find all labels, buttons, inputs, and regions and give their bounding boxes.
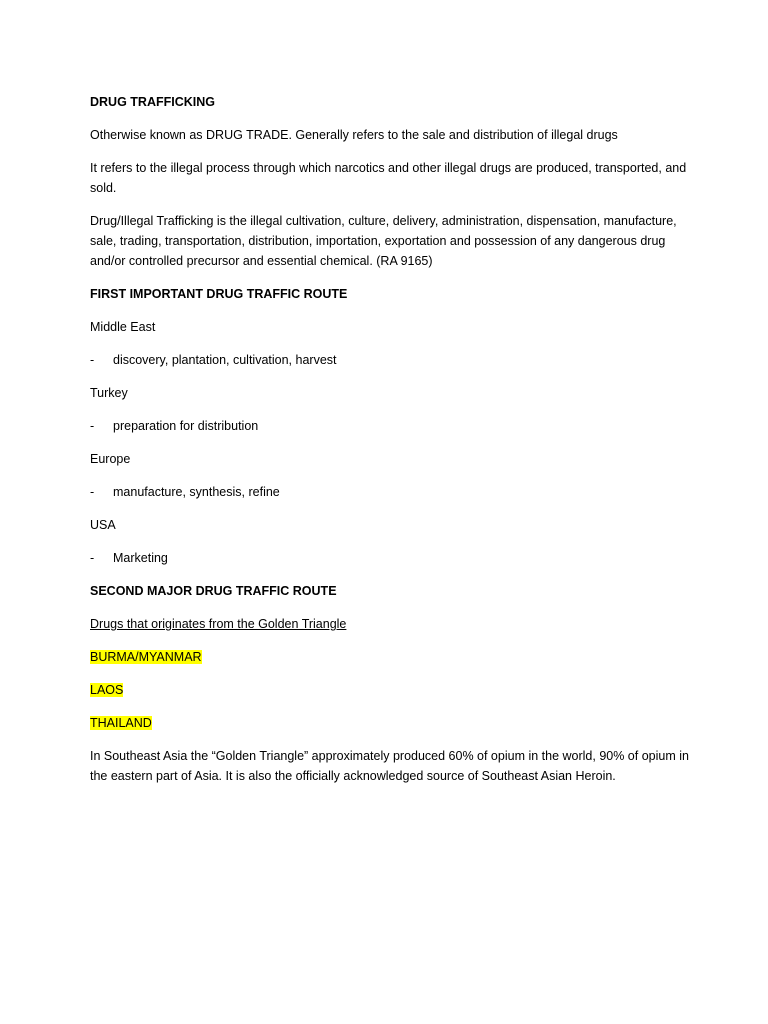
country-highlight: THAILAND xyxy=(90,716,152,730)
route-stop-detail-text: discovery, plantation, cultivation, harvest xyxy=(113,353,337,367)
route-stop-place: Turkey xyxy=(90,386,128,400)
second-route-heading: SECOND MAJOR DRUG TRAFFIC ROUTE xyxy=(90,584,337,598)
route-stop-place: Middle East xyxy=(90,320,156,334)
route-stop-place: USA xyxy=(90,518,116,532)
document-body xyxy=(90,92,690,799)
paragraph-definition: It refers to the illegal process through which narcotics and other illegal drugs are produced, transported, and sold. xyxy=(90,161,687,195)
route-stop-place: Europe xyxy=(90,452,131,466)
country-item xyxy=(90,647,690,667)
route-stop-detail-text: Marketing xyxy=(113,551,168,565)
country-highlight: BURMA/MYANMAR xyxy=(90,650,202,664)
golden-triangle-subheading-text: Drugs that originates from the Golden Triangle xyxy=(90,617,347,631)
country-item xyxy=(90,713,690,733)
route-stop-detail xyxy=(90,482,690,502)
country-item xyxy=(90,680,690,700)
route-stop-detail xyxy=(90,416,690,436)
dash-marker: - xyxy=(90,353,95,367)
document-title: DRUG TRAFFICKING xyxy=(90,95,215,109)
route-stop-detail xyxy=(90,350,690,370)
route-stop-detail-text: manufacture, synthesis, refine xyxy=(113,485,280,499)
first-route-heading: FIRST IMPORTANT DRUG TRAFFIC ROUTE xyxy=(90,287,348,301)
paragraph-golden-triangle: In Southeast Asia the “Golden Triangle” approximately produced 60% of opium in the world, 90% of opium in the eastern part of Asia. It is also the officially acknowledged source of Southeast Asian Heroin. xyxy=(90,749,689,783)
country-highlight: LAOS xyxy=(90,683,124,697)
paragraph-ra-9165: Drug/Illegal Trafficking is the illegal cultivation, culture, delivery, administration, dispensation, manufacture, sale, trading, transportation, distribution, importation, exportation and possession of any dangerous drug and/or controlled precursor and essential chemical. (RA 9165) xyxy=(90,214,677,268)
dash-marker: - xyxy=(90,485,95,499)
dash-marker: - xyxy=(90,551,95,565)
golden-triangle-subheading xyxy=(90,614,690,634)
paragraph-drug-trade: Otherwise known as DRUG TRADE. Generally refers to the sale and distribution of illegal drugs xyxy=(90,128,618,142)
route-stop-detail xyxy=(90,548,690,568)
dash-marker: - xyxy=(90,419,95,433)
route-stop-detail-text: preparation for distribution xyxy=(113,419,259,433)
